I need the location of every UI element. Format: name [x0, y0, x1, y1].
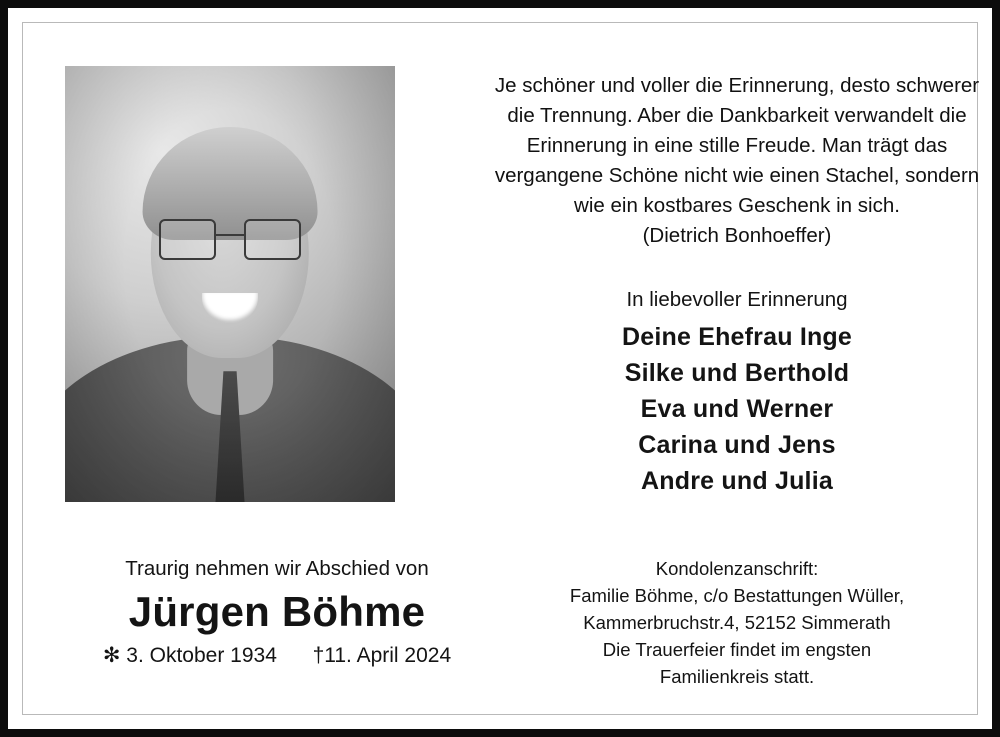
portrait-photo-frame	[65, 66, 395, 502]
condolence-address-line-2: Kammerbruchstr.4, 52152 Simmerath	[583, 612, 891, 633]
death-date: †11. April 2024	[312, 644, 452, 667]
family-name: Carina und Jens	[638, 431, 836, 459]
memory-intro: In liebevoller Erinnerung	[626, 288, 848, 311]
quote-text: Je schöner und voller die Erinnerung, desto schwerer die Trennung. Aber die Dankbarkeit verwandelt die Erinnerung in eine stille Freude. Man trägt das vergangene Schöne nicht wie einen Stachel, sondern wie ein kostbares Geschenk in sich.	[494, 74, 980, 217]
life-dates	[67, 641, 487, 671]
portrait-photo	[65, 66, 395, 502]
condolence-address-line-1: Familie Böhme, c/o Bestattungen Wüller,	[569, 585, 905, 606]
family-names-list	[493, 319, 981, 499]
photo-vignette	[65, 66, 395, 502]
deceased-name: Jürgen Böhme	[128, 588, 426, 635]
condolence-heading: Kondolenzanschrift:	[655, 558, 819, 579]
family-name: Andre und Julia	[641, 467, 833, 495]
birth-date: ✻ 3. Oktober 1934	[102, 644, 277, 667]
memorial-quote	[493, 71, 981, 251]
farewell-line: Traurig nehmen wir Abschied von	[125, 557, 429, 580]
condolence-block	[493, 555, 981, 690]
farewell-block	[67, 555, 487, 671]
notice-inner-frame	[22, 22, 978, 715]
ceremony-note-line-1: Die Trauerfeier findet im engsten	[602, 639, 872, 660]
family-name: Silke und Berthold	[624, 359, 850, 387]
family-name: Deine Ehefrau Inge	[621, 323, 853, 351]
quote-author: (Dietrich Bonhoeffer)	[642, 224, 832, 247]
ceremony-note-line-2: Familienkreis statt.	[659, 666, 815, 687]
family-name: Eva und Werner	[640, 395, 834, 423]
